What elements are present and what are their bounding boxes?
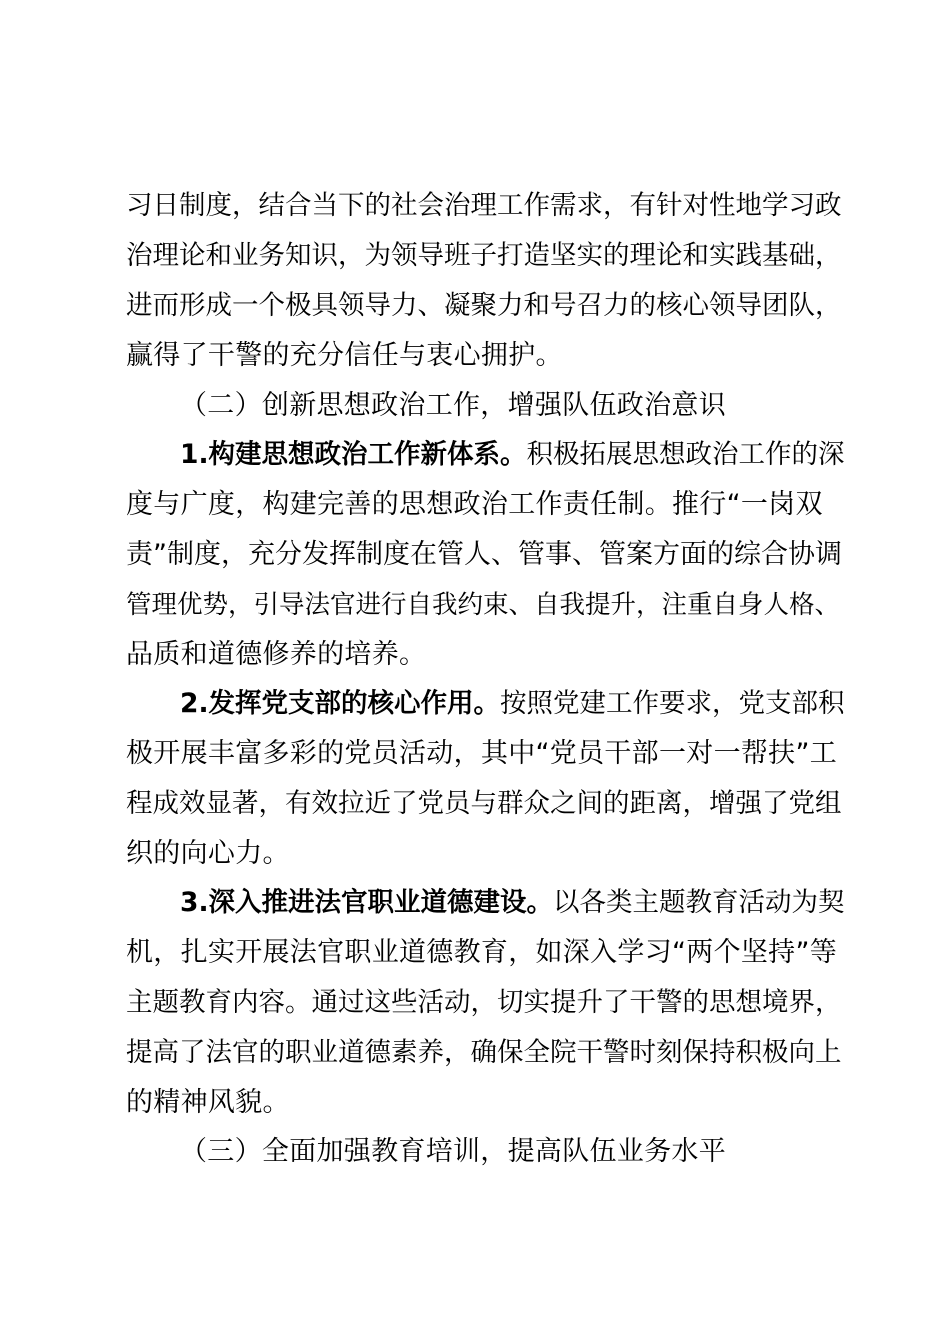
paragraph-line: 极开展丰富多彩的党员活动，其中“党员干部一对一帮扶”工 (126, 738, 838, 769)
paragraph-line: 度与广度，构建完善的思想政治工作责任制。推行“一岗双 (126, 489, 823, 520)
item-2-first-line (180, 684, 845, 724)
item-2-title: 2.发挥党支部的核心作用。 (180, 688, 501, 719)
paragraph-line: 主题教育内容。通过这些活动，切实提升了干警的思想境界， (126, 987, 842, 1018)
item-1-first-line (180, 435, 845, 475)
item-3-first-line (180, 883, 845, 923)
section-heading-3: （三）全面加强教育培训，提高队伍业务水平 (180, 1136, 726, 1167)
item-2-text: 按照党建工作要求，党支部积 (500, 688, 845, 719)
paragraph-line: 品质和道德修养的培养。 (126, 639, 427, 670)
section-heading-2: （二）创新思想政治工作，增强队伍政治意识 (180, 390, 726, 421)
paragraph-line: 进而形成一个极具领导力、凝聚力和号召力的核心领导团队， (126, 290, 842, 321)
paragraph-line: 的精神风貌。 (126, 1087, 290, 1118)
paragraph-line: 习日制度，结合当下的社会治理工作需求，有针对性地学习政 (126, 190, 842, 221)
paragraph-line: 程成效显著，有效拉近了党员与群众之间的距离，增强了党组 (126, 788, 842, 819)
item-3-text: 以各类主题教育活动为契 (553, 887, 845, 918)
paragraph-line: 机，扎实开展法官职业道德教育，如深入学习“两个坚持”等 (126, 937, 838, 968)
paragraph-line: 赢得了干警的充分信任与衷心拥护。 (126, 340, 563, 371)
paragraph-line: 织的向心力。 (126, 838, 290, 869)
item-1-title: 1.构建思想政治工作新体系。 (180, 439, 527, 470)
item-3-title: 3.深入推进法官职业道德建设。 (180, 887, 554, 918)
paragraph-line: 提高了法官的职业道德素养，确保全院干警时刻保持积极向上 (126, 1037, 842, 1068)
item-1-text: 积极拓展思想政治工作的深 (526, 439, 845, 470)
paragraph-line: 管理优势，引导法官进行自我约束、自我提升，注重自身人格、 (126, 590, 841, 620)
paragraph-line: 责”制度，充分发挥制度在管人、管事、管案方面的综合协调 (126, 539, 842, 570)
paragraph-line: 治理论和业务知识，为领导班子打造坚实的理论和实践基础， (126, 240, 842, 271)
